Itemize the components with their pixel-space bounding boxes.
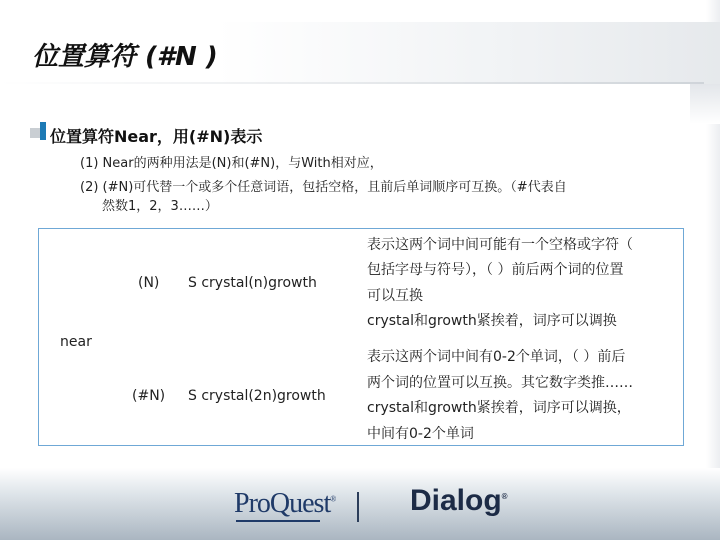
example-cell-2: S crystal(2n)growth <box>188 388 326 404</box>
description-cell-1-line2: 包括字母与符号），（ ）前后两个词的位置 <box>367 262 624 278</box>
bullet-heading: 位置算符Near，用(#N)表示 <box>50 127 263 146</box>
description-cell-2-line3: crystal和growth紧挨着，词序可以调换， <box>367 400 631 416</box>
dialog-trademark: ® <box>501 492 508 501</box>
footer-band <box>0 468 720 540</box>
proquest-logo <box>234 488 335 520</box>
description-cell-1-line4: crystal和growth紧挨着，词序可以调换 <box>367 313 617 329</box>
proquest-logo-underline <box>236 520 320 522</box>
logo-divider <box>357 492 359 522</box>
description-cell-2-line2: 两个词的位置可以互换。其它数字类推…… <box>367 375 633 391</box>
operator-cell-2: (#N) <box>132 388 166 404</box>
row-label-near: near <box>60 334 92 350</box>
proquest-trademark: ® <box>330 494 336 504</box>
sub-point-2-line1: (2) (#N)可代替一个或多个任意词语，包括空格，且前后单词顺序可互换。（#代表自 <box>80 180 567 195</box>
operator-cell-1: (N) <box>138 275 160 291</box>
description-cell-1-line3: 可以互换 <box>367 288 423 304</box>
description-cell-2-line4: 中间有0-2个单词 <box>367 426 474 442</box>
sub-point-1: (1) Near的两种用法是(N)和(#N)，与With相对应， <box>80 156 383 171</box>
description-cell-2-line1: 表示这两个词中间有0-2个单词，（ ）前后 <box>367 349 626 365</box>
proquest-logo-text: ProQuest <box>234 488 331 519</box>
example-cell-1: S crystal(n)growth <box>188 275 317 291</box>
description-cell-1-line1: 表示这两个词中间可能有一个空格或字符（ <box>367 237 633 253</box>
bullet-marker-accent <box>40 122 46 140</box>
slide-title: 位置算符 (#N ) <box>32 42 218 72</box>
title-accent-strip <box>690 84 720 124</box>
sub-point-2-line2: 然数1，2，3……） <box>102 199 218 214</box>
dialog-logo <box>410 484 508 518</box>
title-divider <box>0 82 704 84</box>
dialog-logo-text: Dialog <box>410 484 502 517</box>
